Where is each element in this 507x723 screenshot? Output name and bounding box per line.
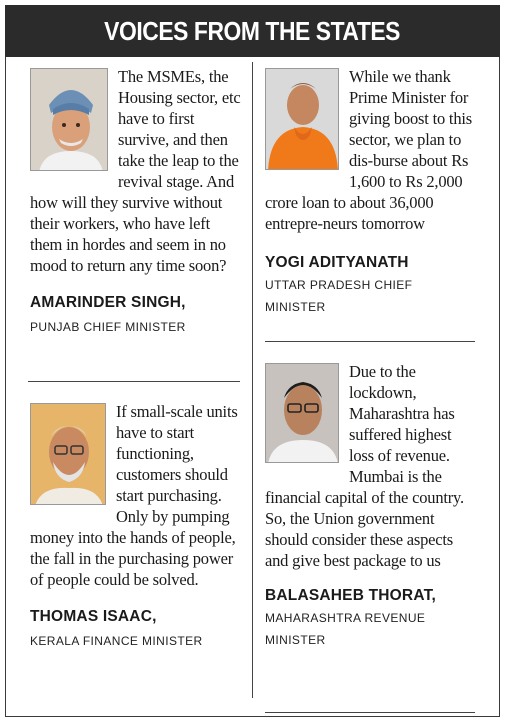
divider-right-bottom bbox=[265, 712, 475, 713]
speaker-name: YOGI ADITYANATH bbox=[265, 254, 409, 271]
speaker-role: MAHARASHTRA REVENUE MINISTER bbox=[265, 611, 426, 647]
speaker-role: PUNJAB CHIEF MINISTER bbox=[30, 320, 186, 334]
divider-right bbox=[265, 341, 475, 342]
header-bar bbox=[5, 5, 500, 57]
quote-card-thomas-isaac bbox=[30, 401, 244, 652]
quote-text: If small-scale units have to start functioning, customers should start purchasing. Only by pumping money into the hands of people, the fall in the purchasing power of people could be solved. bbox=[30, 402, 238, 589]
quote-text: While we thank Prime Minister for giving boost to this sector, we plan to dis-burse about Rs 1,600 to Rs 2,000 crore loan to about 36,000 entrepre-neurs tomorrow bbox=[265, 67, 472, 233]
speaker-name: AMARINDER SINGH, bbox=[30, 294, 186, 311]
quote-card-amarinder bbox=[30, 66, 244, 338]
speaker-name: BALASAHEB THORAT, bbox=[265, 587, 437, 604]
quote-card-yogi-adityanath bbox=[265, 66, 475, 318]
portrait-balasaheb-thorat bbox=[265, 363, 339, 463]
quote-text: Due to the lockdown, Maharashtra has suffered highest loss of revenue. Mumbai is the financial capital of the country. So, the Union government should consider these aspects and give best package to us bbox=[265, 362, 464, 570]
portrait-thomas-isaac bbox=[30, 403, 106, 505]
speaker-name: THOMAS ISAAC, bbox=[30, 608, 157, 625]
portrait-amarinder-singh bbox=[30, 68, 108, 171]
portrait-yogi-adityanath bbox=[265, 68, 339, 170]
divider-left bbox=[28, 381, 240, 382]
quote-text: The MSMEs, the Housing sector, etc have to first survive, and then take the leap to the revival stage. And how will they survive without their workers, who have left them in hordes and seem in no mood to return any time soon? bbox=[30, 67, 241, 275]
quote-card-balasaheb-thorat bbox=[265, 361, 475, 651]
page-title: VOICES FROM THE STATES bbox=[104, 15, 401, 46]
speaker-role: KERALA FINANCE MINISTER bbox=[30, 634, 203, 648]
speaker-role: UTTAR PRADESH CHIEF MINISTER bbox=[265, 278, 413, 314]
column-divider bbox=[252, 62, 253, 698]
